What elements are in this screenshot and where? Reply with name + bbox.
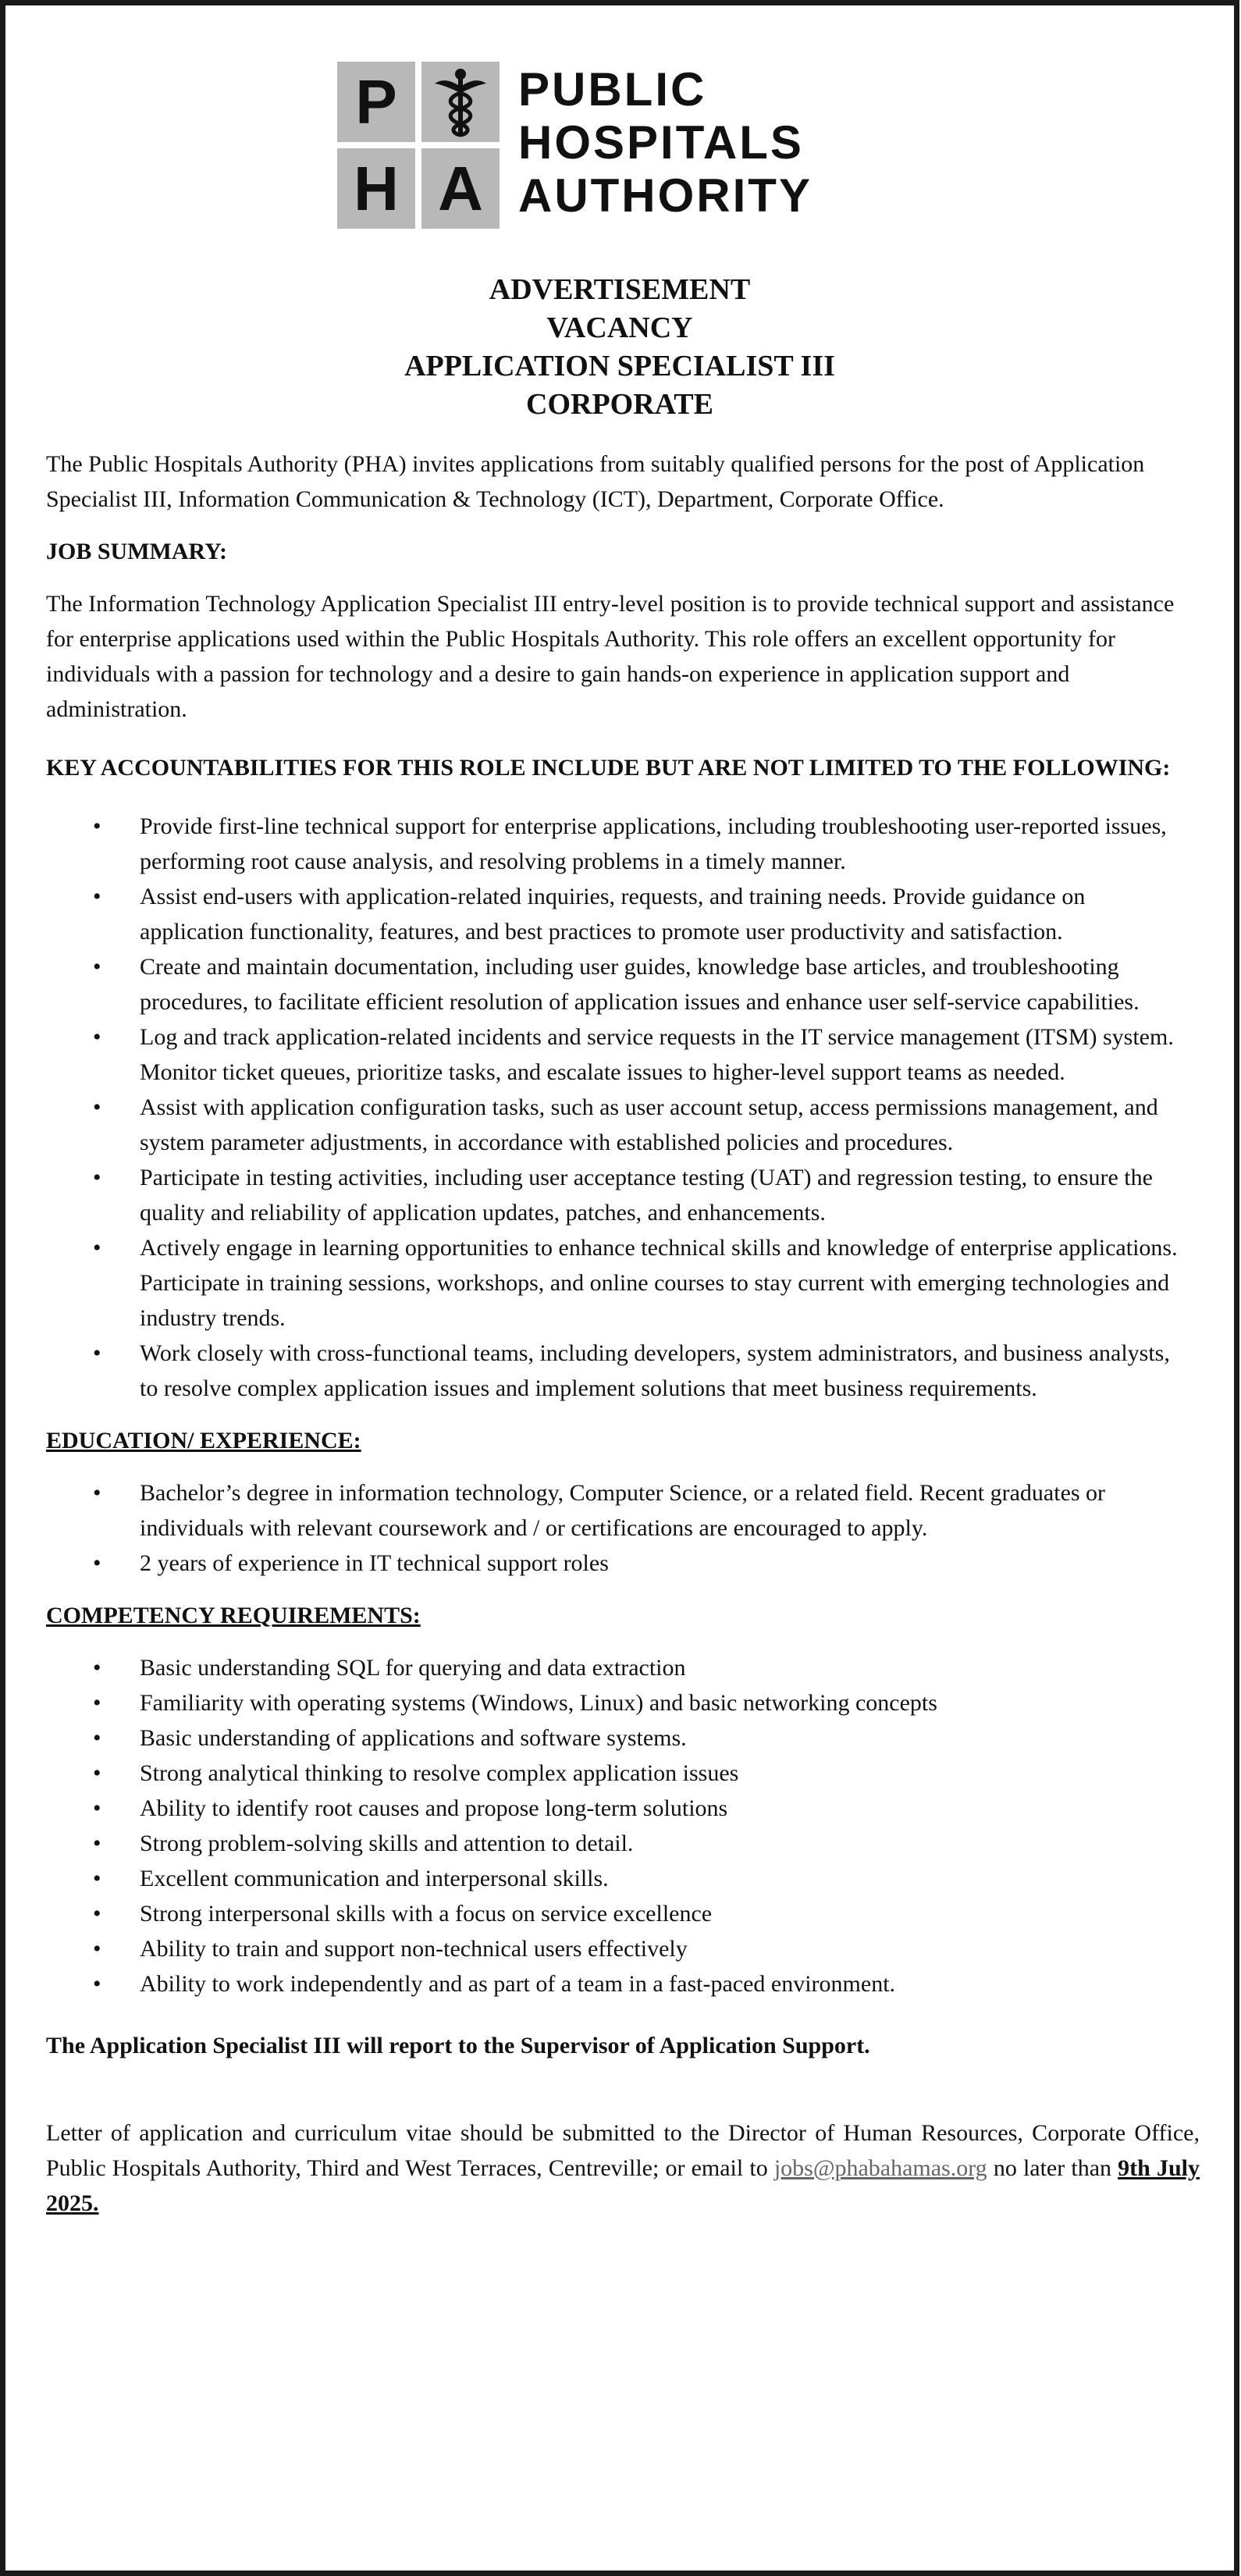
list-item: • Basic understanding of applications and software systems.: [46, 1720, 1200, 1756]
list-item: • Ability to train and support non-technical users effectively: [46, 1931, 1200, 1966]
caduceus-icon: [421, 62, 500, 142]
email-link[interactable]: jobs@phabahamas.org: [773, 2155, 987, 2181]
logo-tile-p: P: [337, 62, 415, 142]
key-accountabilities-list: [46, 809, 1200, 1406]
list-item: • Log and track application-related incidents and service requests in the IT service management (ITSM) system. Monitor ticket queues, prioritize tasks, and escalate issues to higher-level support teams as needed.: [46, 1019, 1200, 1090]
heading-line: VACANCY: [546, 311, 693, 344]
heading-line: ADVERTISEMENT: [489, 273, 751, 306]
list-item: • Familiarity with operating systems (Windows, Linux) and basic networking concepts: [46, 1685, 1200, 1720]
list-item: • Strong problem-solving skills and attention to detail.: [46, 1826, 1200, 1861]
logo-grid: [337, 62, 501, 229]
key-accountabilities-title: KEY ACCOUNTABILITIES FOR THIS ROLE INCLUDE BUT ARE NOT LIMITED TO THE FOLLOWING:: [46, 755, 1171, 781]
advertisement-body: [46, 447, 1200, 2221]
job-summary-label: JOB SUMMARY:: [46, 539, 228, 564]
list-item: • Actively engage in learning opportunities to enhance technical skills and knowledge of enterprise applications. Participate in training sessions, workshops, and online courses to stay current with emerging technologies and industry trends.: [46, 1230, 1200, 1336]
advertisement-heading: [5, 271, 1234, 424]
job-summary-text: The Information Technology Application Specialist III entry-level position is to provide technical support and assistance for enterprise applications used within the Public Hospitals Authority. This role offers an excellent opportunity for individuals with a passion for technology and a desire to gain hands-on experience in application support and administration.: [46, 591, 1175, 722]
heading-line: CORPORATE: [526, 388, 713, 421]
closing-text: Letter of application and curriculum vitae should be submitted to the Director of Human Resources, Corporate Office, Public Hospitals Authority, Third and West Terraces, Centreville; or email to: [46, 2120, 1200, 2181]
list-item: • Ability to identify root causes and propose long-term solutions: [46, 1791, 1200, 1826]
deadline-date: 9th July 2025.: [46, 2155, 1200, 2216]
logo-tile-a: A: [421, 148, 500, 229]
list-item: • Participate in testing activities, including user acceptance testing (UAT) and regression testing, to ensure the quality and reliability of application updates, patches, and enhancements.: [46, 1160, 1200, 1230]
list-item: • Create and maintain documentation, including user guides, knowledge base articles, and troubleshooting procedures, to facilitate efficient resolution of application issues and enhance user self-service capabilities.: [46, 949, 1200, 1019]
list-item: • Strong analytical thinking to resolve complex application issues: [46, 1756, 1200, 1791]
logo-tile-h: H: [337, 148, 415, 229]
pha-logo: [337, 62, 884, 229]
logo-wordmark: [518, 63, 813, 222]
list-item: • Ability to work independently and as part of a team in a fast-paced environment.: [46, 1966, 1200, 2001]
education-title: EDUCATION/ EXPERIENCE:: [46, 1428, 361, 1453]
list-item: • Assist with application configuration tasks, such as user account setup, access permissions management, and system parameter adjustments, in accordance with established policies and procedures.: [46, 1090, 1200, 1160]
closing-text: no later than: [987, 2155, 1118, 2181]
education-list: [46, 1475, 1200, 1581]
list-item: • Work closely with cross-functional teams, including developers, system administrators, and business analysts, to resolve complex application issues and implement solutions that meet business requirements.: [46, 1336, 1200, 1406]
reporting-line: The Application Specialist III will report to the Supervisor of Application Support.: [46, 2033, 870, 2058]
logo-word: PUBLIC: [518, 63, 707, 116]
list-item: • Excellent communication and interpersonal skills.: [46, 1861, 1200, 1896]
logo-word: AUTHORITY: [518, 169, 813, 222]
competency-list: [46, 1650, 1200, 2001]
list-item: • 2 years of experience in IT technical support roles: [46, 1546, 1200, 1581]
intro-paragraph: The Public Hospitals Authority (PHA) invites applications from suitably qualified persons for the post of Application Specialist III, Information Communication & Technology (ICT), Department, Corporate Office.: [46, 451, 1145, 512]
logo-word: HOSPITALS: [518, 116, 804, 169]
application-instructions: [46, 2115, 1200, 2221]
list-item: • Provide first-line technical support for enterprise applications, including troubleshooting user-reported issues, performing root cause analysis, and resolving problems in a timely manner.: [46, 809, 1200, 879]
list-item: • Basic understanding SQL for querying and data extraction: [46, 1650, 1200, 1685]
list-item: • Bachelor’s degree in information technology, Computer Science, or a related field. Recent graduates or individuals with relevant coursework and / or certifications are encouraged to apply.: [46, 1475, 1200, 1546]
list-item: • Assist end-users with application-related inquiries, requests, and training needs. Provide guidance on application functionality, features, and best practices to promote user productivity and satisfaction.: [46, 879, 1200, 949]
job-title: APPLICATION SPECIALIST III: [404, 350, 835, 382]
competency-title: COMPETENCY REQUIREMENTS:: [46, 1603, 421, 1628]
list-item: • Strong interpersonal skills with a focus on service excellence: [46, 1896, 1200, 1931]
